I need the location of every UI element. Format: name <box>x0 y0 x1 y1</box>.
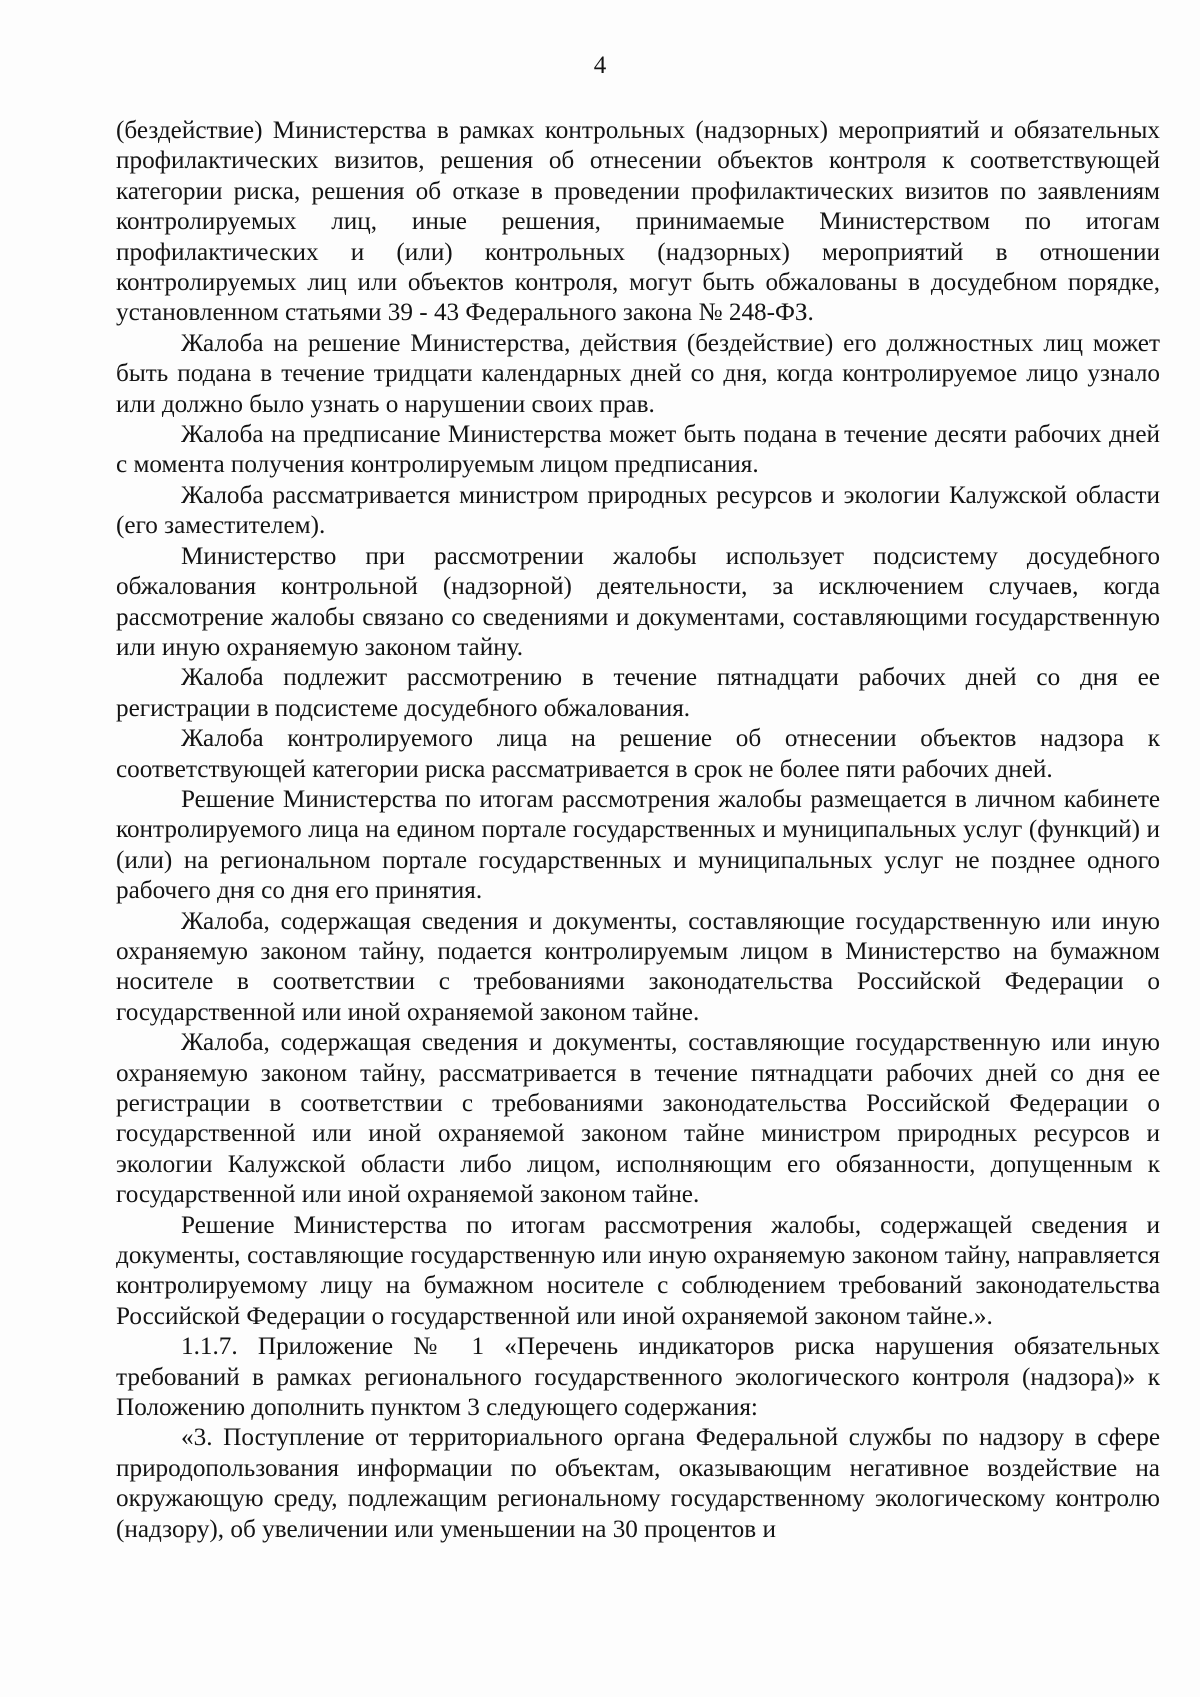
paragraph-13: «3. Поступление от территориального органа Федеральной службы по надзору в сфере природопользования информации по объектам, оказывающим негативное воздействие на окружающую среду, подлежащим региональному государственному экологическому контролю (надзору), об увеличении или уменьшении на 30 процентов и <box>116 1424 1160 1543</box>
paragraph-1: (бездействие) Министерства в рамках контрольных (надзорных) мероприятий и обязательных профилактических визитов, решения об отнесении объектов контроля к соответствующей категории риска, решения об отказе в проведении профилактических визитов по заявлениям контролируемых лиц, иные решения, принимаемые Министерством по итогам профилактических и (или) контрольных (надзорных) мероприятий в отношении контролируемых лиц или объектов контроля, могут быть обжалованы в досудебном порядке, установленном статьями 39 - 43 Федерального закона № 248-ФЗ. <box>116 117 1160 327</box>
paragraph-11: Решение Министерства по итогам рассмотрения жалобы, содержащей сведения и документы, составляющие государственную или иную охраняемую законом тайну, направляется контролируемому лицу на бумажном носителе с соблюдением требований законодательства Российской Федерации о государственной или иной охраняемой законом тайне.». <box>116 1211 1160 1330</box>
paragraph-8: Решение Министерства по итогам рассмотрения жалобы размещается в личном кабинете контролируемого лица на едином портале государственных и муниципальных услуг (функций) и (или) на региональном портале государственных и муниципальных услуг не позднее одного рабочего дня со дня его принятия. <box>116 785 1160 905</box>
paragraph-2: Жалоба на решение Министерства, действия (бездействие) его должностных лиц может быть подана в течение тридцати календарных дней со дня, когда контролируемое лицо узнало или должно было узнать о нарушении своих прав. <box>116 329 1160 418</box>
paragraph-10: Жалоба, содержащая сведения и документы, составляющие государственную или иную охраняемую законом тайну, рассматривается в течение пятнадцати рабочих дней со дня ее регистрации в соответствии с требованиями законодательства Российской Федерации о государственной или иной охраняемой законом тайне министром природных ресурсов и экологии Калужской области либо лицом, исполняющим его обязанности, допущенным к государственной или иной охраняемой законом тайне. <box>116 1029 1160 1209</box>
document-body <box>116 116 1160 1545</box>
paragraph-12: 1.1.7. Приложение № 1 «Перечень индикаторов риска нарушения обязательных требований в рамках регионального государственного экологического контроля (надзора)» к Положению дополнить пунктом 3 следующего содержания: <box>116 1333 1160 1422</box>
page-number: 4 <box>593 52 607 79</box>
paragraph-7: Жалоба контролируемого лица на решение об отнесении объектов надзора к соответствующей категории риска рассматривается в срок не более пяти рабочих дней. <box>116 725 1160 783</box>
paragraph-3: Жалоба на предписание Министерства может быть подана в течение десяти рабочих дней с момента получения контролируемым лицом предписания. <box>116 421 1160 479</box>
paragraph-5: Министерство при рассмотрении жалобы использует подсистему досудебного обжалования контрольной (надзорной) деятельности, за исключением случаев, когда рассмотрение жалобы связано со сведениями и документами, составляющими государственную или иную охраняемую законом тайну. <box>116 542 1160 661</box>
paragraph-6: Жалоба подлежит рассмотрению в течение пятнадцати рабочих дней со дня ее регистрации в подсистеме досудебного обжалования. <box>116 664 1160 722</box>
paragraph-9: Жалоба, содержащая сведения и документы, составляющие государственную или иную охраняемую законом тайну, подается контролируемым лицом в Министерство на бумажном носителе в соответствии с требованиями законодательства Российской Федерации о государственной или иной охраняемой законом тайне. <box>116 907 1160 1026</box>
paragraph-4: Жалоба рассматривается министром природных ресурсов и экологии Калужской области (его заместителем). <box>116 481 1160 540</box>
